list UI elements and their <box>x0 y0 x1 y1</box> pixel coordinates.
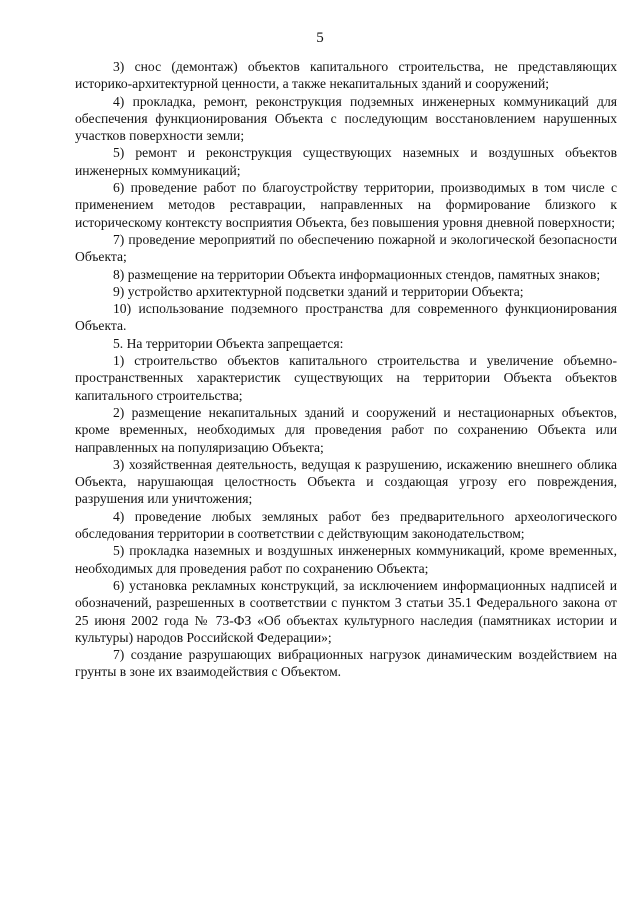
page-number: 5 <box>316 30 324 46</box>
prohibited-item-7-vibration: 7) создание разрушающих вибрационных нагрузок динамическим воздействием на грунты в зоне их взаимодействия с Объектом. <box>75 647 617 680</box>
section-5-heading: 5. На территории Объекта запрещается: <box>113 335 344 351</box>
paragraph-item-7-fire-safety: 7) проведение мероприятий по обеспечению пожарной и экологической безопасности Объекта; <box>75 231 617 265</box>
paragraph-item-3-demolition: 3) снос (демонтаж) объектов капитального строительства, не представляющих историко-архитектурной ценности, а также некапитальных зданий и сооружений; <box>75 59 617 92</box>
prohibited-item-3-economic-activity: 3) хозяйственная деятельность, ведущая к разрушению, искажению внешнего облика Объекта, нарушающая целостность Объекта и создающая угрозу его повреждения, разрушения или уничтожения; <box>75 456 617 507</box>
prohibited-item-6-advertising: 6) установка рекламных конструкций, за исключением информационных надписей и обозначений, разрешенных в соответствии с пунктом 3 статьи 35.1 Федерального закона от 25 июня 2002 года № 73-ФЗ «Об объектах культурного наследия (памятниках истории и культуры) народов Российской Федерации»; <box>75 577 617 645</box>
paragraph-item-6-landscaping: 6) проведение работ по благоустройству территории, производимых в том числе с применением методов реставрации, направленных на формирование близкого к историческому контексту восприятия Объекта, без повышения уровня дневной поверхности; <box>75 180 617 230</box>
paragraph-item-8-info-stands: 8) размещение на территории Объекта информационных стендов, памятных знаков; <box>113 266 601 282</box>
document-body <box>75 58 617 681</box>
prohibited-item-5-overhead-utilities: 5) прокладка наземных и воздушных инженерных коммуникаций, кроме временных, необходимых для проведения работ по сохранению Объекта; <box>75 543 617 576</box>
paragraph-item-9-lighting: 9) устройство архитектурной подсветки зданий и территории Объекта; <box>113 283 524 299</box>
paragraph-item-5-repair-utilities: 5) ремонт и реконструкция существующих наземных и воздушных объектов инженерных коммуникаций; <box>75 145 617 178</box>
prohibited-item-4-earthworks: 4) проведение любых земляных работ без предварительного археологического обследования территории в соответствии с действующим законодательством; <box>75 508 617 542</box>
prohibited-item-1-construction: 1) строительство объектов капитального строительства и увеличение объемно-пространственных характеристик существующих на территории Объекта объектов капитального строительства; <box>75 353 617 403</box>
prohibited-item-2-temporary-structures: 2) размещение некапитальных зданий и сооружений и нестационарных объектов, кроме временных, необходимых для проведения работ по сохранению Объекта или направленных на популяризацию Объекта; <box>75 404 617 455</box>
paragraph-item-10-underground-space: 10) использование подземного пространства для современного функционирования Объекта. <box>75 301 617 334</box>
paragraph-item-4-underground-utilities: 4) прокладка, ремонт, реконструкция подземных инженерных коммуникаций для обеспечения функционирования Объекта с последующим восстановлением нарушенных участков поверхности земли; <box>75 93 617 144</box>
